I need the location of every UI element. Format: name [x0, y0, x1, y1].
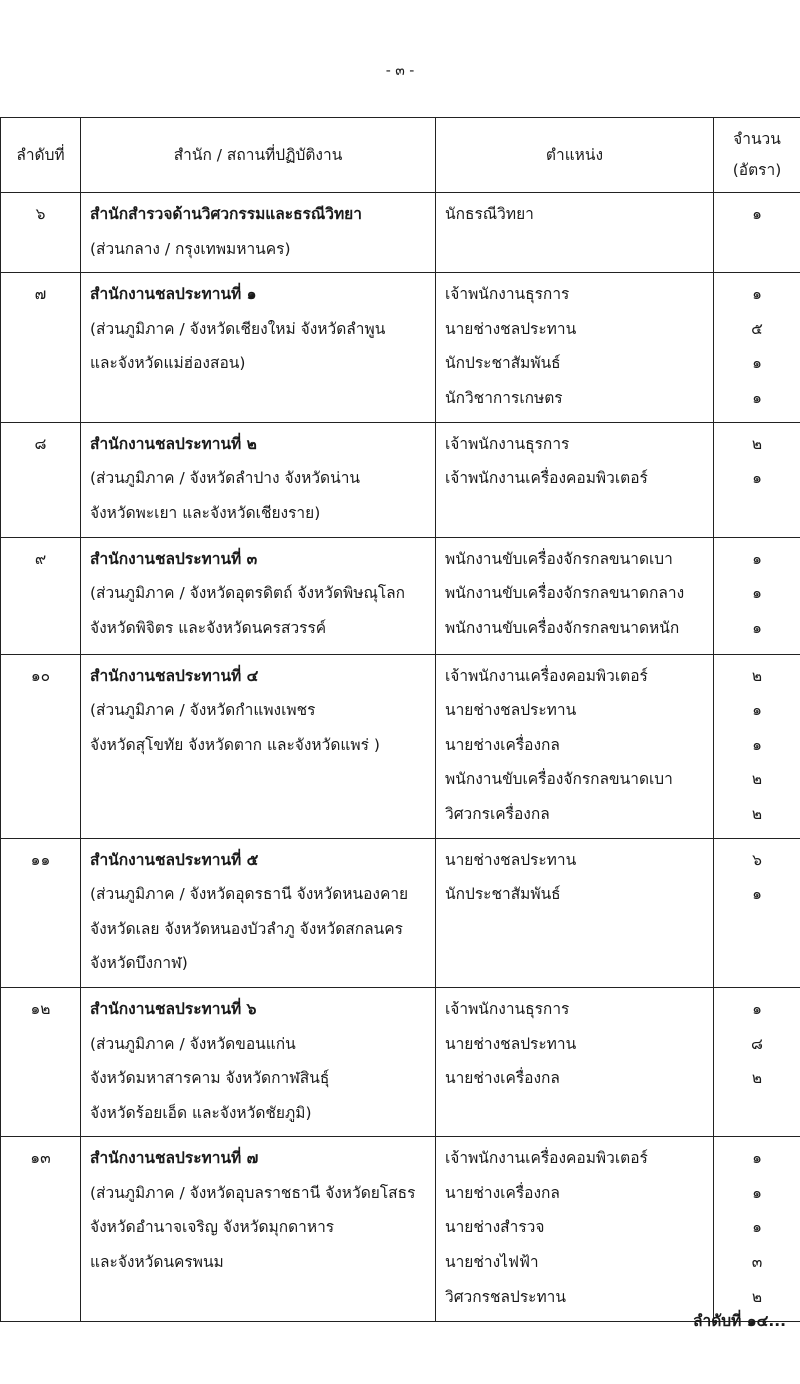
position-title: เจ้าพนักงานเครื่องคอมพิวเตอร์	[445, 469, 648, 488]
office-name: สำนักงานชลประทานที่ ๓	[90, 549, 258, 568]
header-office: สำนัก / สถานที่ปฏิบัติงาน	[81, 118, 436, 193]
position-count: ๕	[751, 319, 763, 338]
row-number: ๘	[1, 422, 81, 537]
continuation-note: ลำดับที่ ๑๔...	[693, 1312, 786, 1330]
table-row	[1, 537, 800, 654]
position-title: นักธรณีวิทยา	[445, 205, 534, 223]
office-location-line: (ส่วนภูมิภาค / จังหวัดอุบลราชธานี จังหวัดยโสธร	[90, 1183, 416, 1202]
office-location-line: (ส่วนภูมิภาค / จังหวัดลำปาง จังหวัดน่าน	[90, 469, 361, 488]
office-name: สำนักงานชลประทานที่ ๑	[90, 285, 257, 304]
count-cell	[714, 273, 800, 422]
office-location-line: และจังหวัดแม่ฮ่องสอน)	[90, 354, 246, 373]
position-count: ๑	[752, 285, 762, 304]
office-location-line: จังหวัดบึงกาฬ)	[90, 954, 188, 973]
position-title: นายช่างไฟฟ้า	[445, 1253, 539, 1272]
position-title: วิศวกรชลประทาน	[445, 1287, 566, 1306]
row-number: ๑๐	[1, 654, 81, 838]
office-name: สำนักงานชลประทานที่ ๗	[90, 1149, 259, 1168]
count-cell	[714, 422, 800, 537]
position-title: นายช่างชลประทาน	[445, 319, 577, 338]
position-title: พนักงานขับเครื่องจักรกลขนาดเบา	[445, 770, 673, 789]
position-count: ๑	[752, 354, 762, 373]
office-location-line: จังหวัดพิจิตร และจังหวัดนครสวรรค์	[90, 618, 327, 637]
position-title: นายช่างเครื่องกล	[445, 735, 560, 754]
position-cell	[436, 987, 714, 1136]
count-cell	[714, 654, 800, 838]
office-location-line: จังหวัดสุโขทัย จังหวัดตาก และจังหวัดแพร่ )	[90, 735, 380, 754]
header-count-line2: (อัตรา)	[732, 161, 782, 179]
office-location-line: จังหวัดอำนาจเจริญ จังหวัดมุกดาหาร	[90, 1218, 335, 1237]
position-cell	[436, 537, 714, 654]
position-count: ๑	[752, 549, 762, 568]
position-title: พนักงานขับเครื่องจักรกลขนาดเบา	[445, 549, 673, 568]
office-name: สำนักงานชลประทานที่ ๔	[90, 666, 259, 685]
position-count: ๒	[751, 1069, 763, 1088]
position-title: นักประชาสัมพันธ์	[445, 885, 561, 904]
office-location-line: จังหวัดพะเยา และจังหวัดเชียงราย)	[90, 503, 321, 522]
position-count: ๒	[751, 434, 763, 453]
row-number: ๖	[1, 193, 81, 273]
office-cell	[81, 422, 436, 537]
header-count	[714, 118, 800, 193]
office-location-line: (ส่วนภูมิภาค / จังหวัดอุดรธานี จังหวัดหนองคาย	[90, 885, 409, 904]
table-row	[1, 654, 800, 838]
office-cell	[81, 987, 436, 1136]
page-number: - ๓ -	[385, 63, 415, 79]
position-title: เจ้าพนักงานธุรการ	[445, 285, 570, 304]
row-number: ๑๑	[1, 838, 81, 987]
office-cell	[81, 273, 436, 422]
office-location-line: (ส่วนภูมิภาค / จังหวัดเชียงใหม่ จังหวัดลำพูน	[90, 319, 386, 338]
office-location-line: (ส่วนภูมิภาค / จังหวัดขอนแก่น	[90, 1034, 296, 1053]
office-cell	[81, 537, 436, 654]
table-row	[1, 422, 800, 537]
row-number: ๑๒	[1, 987, 81, 1136]
office-location-line: (ส่วนภูมิภาค / จังหวัดกำแพงเพชร	[90, 701, 316, 720]
position-count: ๑	[752, 1183, 762, 1202]
position-count: ๑	[752, 584, 762, 603]
office-location-line: จังหวัดร้อยเอ็ด และจังหวัดชัยภูมิ)	[90, 1103, 312, 1122]
position-count: ๒	[751, 1287, 763, 1306]
position-title: นักประชาสัมพันธ์	[445, 354, 561, 373]
position-count: ๑	[752, 469, 762, 488]
position-count: ๖	[752, 850, 762, 869]
position-cell	[436, 1137, 714, 1322]
office-cell	[81, 193, 436, 273]
header-number: ลำดับที่	[1, 118, 81, 193]
position-title: นายช่างชลประทาน	[445, 701, 577, 720]
office-location-line: จังหวัดเลย จังหวัดหนองบัวลำภู จังหวัดสกลนคร	[90, 919, 403, 938]
count-cell	[714, 1137, 800, 1322]
position-cell	[436, 654, 714, 838]
position-count: ๑	[752, 701, 762, 720]
position-count: ๒	[751, 770, 763, 789]
header-count-line1: จำนวน	[733, 130, 781, 148]
table-row	[1, 987, 800, 1136]
position-cell	[436, 422, 714, 537]
row-number: ๑๓	[1, 1137, 81, 1322]
position-title: พนักงานขับเครื่องจักรกลขนาดกลาง	[445, 584, 685, 603]
position-title: นายช่างเครื่องกล	[445, 1183, 560, 1202]
row-number: ๙	[1, 537, 81, 654]
count-cell	[714, 987, 800, 1136]
position-count: ๓	[751, 1253, 763, 1272]
position-cell	[436, 273, 714, 422]
position-count: ๑	[752, 885, 762, 904]
position-count: ๑	[752, 388, 762, 407]
position-count: ๒	[751, 804, 763, 823]
position-title: เจ้าพนักงานธุรการ	[445, 434, 570, 453]
office-cell	[81, 838, 436, 987]
count-cell	[714, 838, 800, 987]
position-title: นายช่างชลประทาน	[445, 1034, 577, 1053]
office-cell	[81, 654, 436, 838]
office-location-line: (ส่วนกลาง / กรุงเทพมหานคร)	[90, 239, 291, 258]
office-location-line: จังหวัดมหาสารคาม จังหวัดกาฬสินธุ์	[90, 1069, 330, 1088]
table-row	[1, 193, 800, 273]
position-count: ๑	[752, 735, 762, 754]
position-title: พนักงานขับเครื่องจักรกลขนาดหนัก	[445, 618, 680, 637]
position-count: ๑	[752, 1218, 762, 1237]
position-cell	[436, 193, 714, 273]
position-title: เจ้าพนักงานเครื่องคอมพิวเตอร์	[445, 1149, 648, 1168]
header-position: ตำแหน่ง	[436, 118, 714, 193]
position-title: นายช่างชลประทาน	[445, 850, 577, 869]
position-title: นักวิชาการเกษตร	[445, 388, 563, 407]
table-row	[1, 273, 800, 422]
position-count: ๒	[751, 666, 763, 685]
office-name: สำนักงานชลประทานที่ ๒	[90, 434, 257, 453]
position-title: นายช่างสำรวจ	[445, 1218, 545, 1237]
table-body	[1, 193, 800, 1322]
position-title: เจ้าพนักงานเครื่องคอมพิวเตอร์	[445, 666, 648, 685]
count-cell	[714, 193, 800, 273]
position-cell	[436, 838, 714, 987]
position-title: เจ้าพนักงานธุรการ	[445, 999, 570, 1018]
table-row	[1, 1137, 800, 1322]
office-location-line: (ส่วนภูมิภาค / จังหวัดอุตรดิตถ์ จังหวัดพิษณุโลก	[90, 584, 406, 603]
position-count: ๑	[752, 999, 762, 1018]
position-count: ๑	[752, 1149, 762, 1168]
table-header-row	[1, 118, 800, 193]
office-location-line: และจังหวัดนครพนม	[90, 1253, 224, 1272]
office-name: สำนักงานชลประทานที่ ๕	[90, 850, 259, 869]
position-count: ๘	[751, 1034, 763, 1053]
position-title: นายช่างเครื่องกล	[445, 1069, 560, 1088]
office-name: สำนักสำรวจด้านวิศวกรรมและธรณีวิทยา	[90, 205, 362, 223]
position-count: ๑	[752, 205, 762, 223]
table-row	[1, 838, 800, 987]
office-name: สำนักงานชลประทานที่ ๖	[90, 999, 257, 1018]
positions-table	[0, 117, 800, 1322]
position-title: วิศวกรเครื่องกล	[445, 804, 550, 823]
row-number: ๗	[1, 273, 81, 422]
count-cell	[714, 537, 800, 654]
position-count: ๑	[752, 618, 762, 637]
office-cell	[81, 1137, 436, 1322]
